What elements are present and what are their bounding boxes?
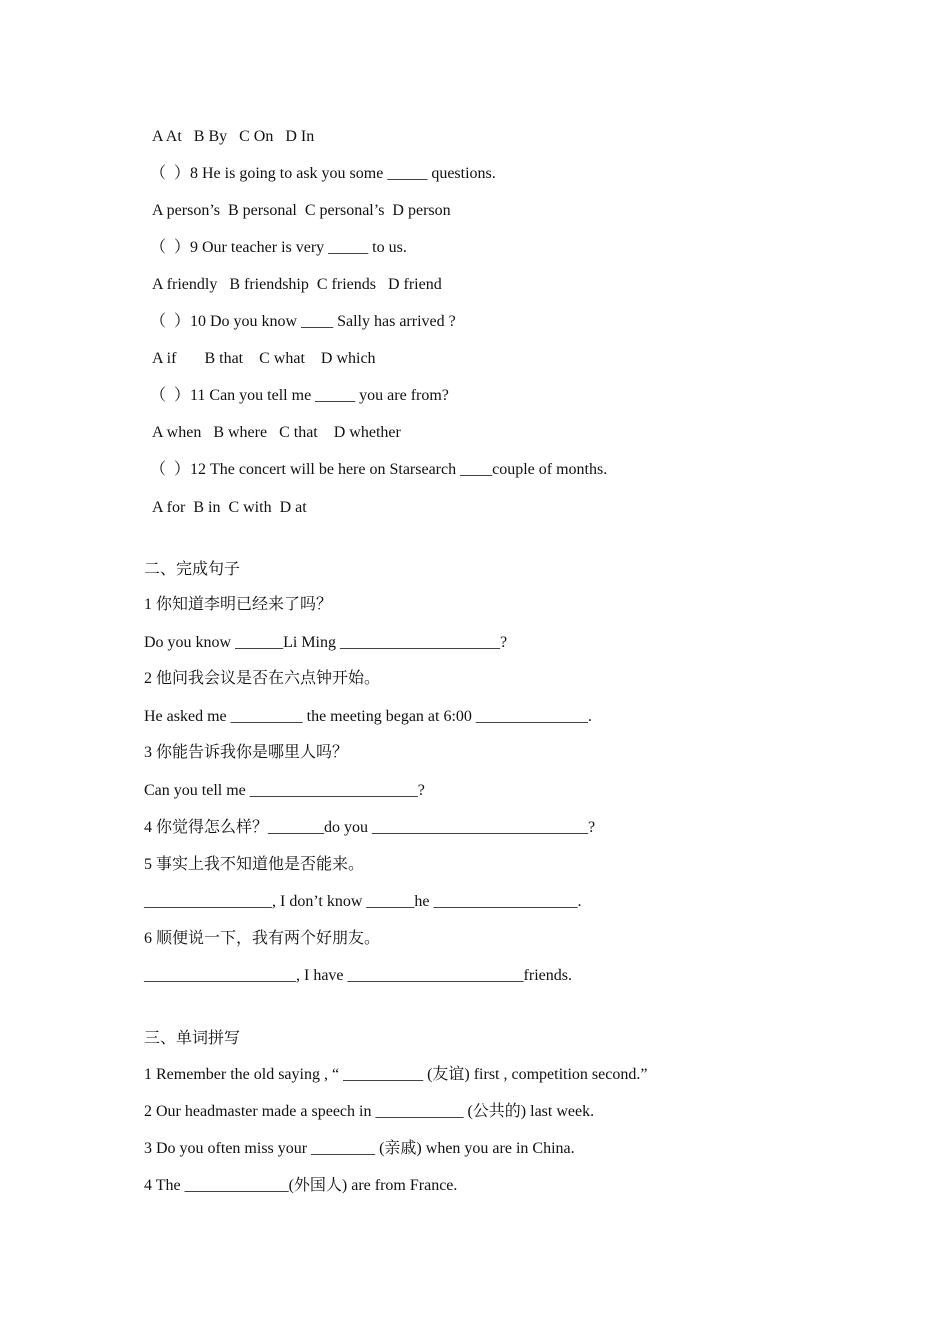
spelling-item-2: 2 Our headmaster made a speech in ___________ (公共的) last week. xyxy=(144,1103,595,1120)
question-11: （ ）11 Can you tell me _____ you are from? xyxy=(150,387,449,404)
section-heading-word-spelling: 三、单词拼写 xyxy=(144,1030,241,1047)
answer-options-9: A friendly B friendship C friends D friend xyxy=(152,276,442,293)
question-12: （ ）12 The concert will be here on Starsearch ____couple of months. xyxy=(150,461,608,478)
answer-options-8: A person’s B personal C personal’s D person xyxy=(152,202,451,219)
sentence-5-english: ________________, I don’t know ______he __________________. xyxy=(144,893,582,910)
sentence-2-english: He asked me _________ the meeting began at 6:00 ______________. xyxy=(144,708,592,725)
sentence-6-english: ___________________, I have ______________________friends. xyxy=(144,967,572,984)
spelling-item-3: 3 Do you often miss your ________ (亲戚) when you are in China. xyxy=(144,1140,575,1157)
answer-options-11: A when B where C that D whether xyxy=(152,424,401,441)
sentence-3-chinese: 3 你能告诉我你是哪里人吗？ xyxy=(144,744,349,761)
spelling-item-1: 1 Remember the old saying , “ __________ (友谊) first , competition second.” xyxy=(144,1066,648,1083)
sentence-1-english: Do you know ______Li Ming ____________________? xyxy=(144,634,508,651)
sentence-6-chinese: 6 顺便说一下，我有两个好朋友。 xyxy=(144,930,381,947)
answer-options-12: A for B in C with D at xyxy=(152,499,307,516)
sentence-1-chinese: 1 你知道李明已经来了吗？ xyxy=(144,596,333,613)
answer-options-7: A At B By C On D In xyxy=(152,128,315,145)
answer-options-10: A if B that C what D which xyxy=(152,350,376,367)
question-10: （ ）10 Do you know ____ Sally has arrived ? xyxy=(150,313,456,330)
spelling-item-4: 4 The _____________(外国人) are from France. xyxy=(144,1177,458,1194)
sentence-3-english: Can you tell me _____________________? xyxy=(144,782,425,799)
question-8: （ ）8 He is going to ask you some _____ questions. xyxy=(150,165,496,182)
sentence-4: 4 你觉得怎么样？_______do you ___________________________? xyxy=(144,819,596,836)
sentence-2-chinese: 2 他问我会议是否在六点钟开始。 xyxy=(144,670,381,687)
sentence-5-chinese: 5 事实上我不知道他是否能来。 xyxy=(144,856,365,873)
section-heading-complete-sentences: 二、完成句子 xyxy=(144,561,241,578)
question-9: （ ）9 Our teacher is very _____ to us. xyxy=(150,239,407,256)
